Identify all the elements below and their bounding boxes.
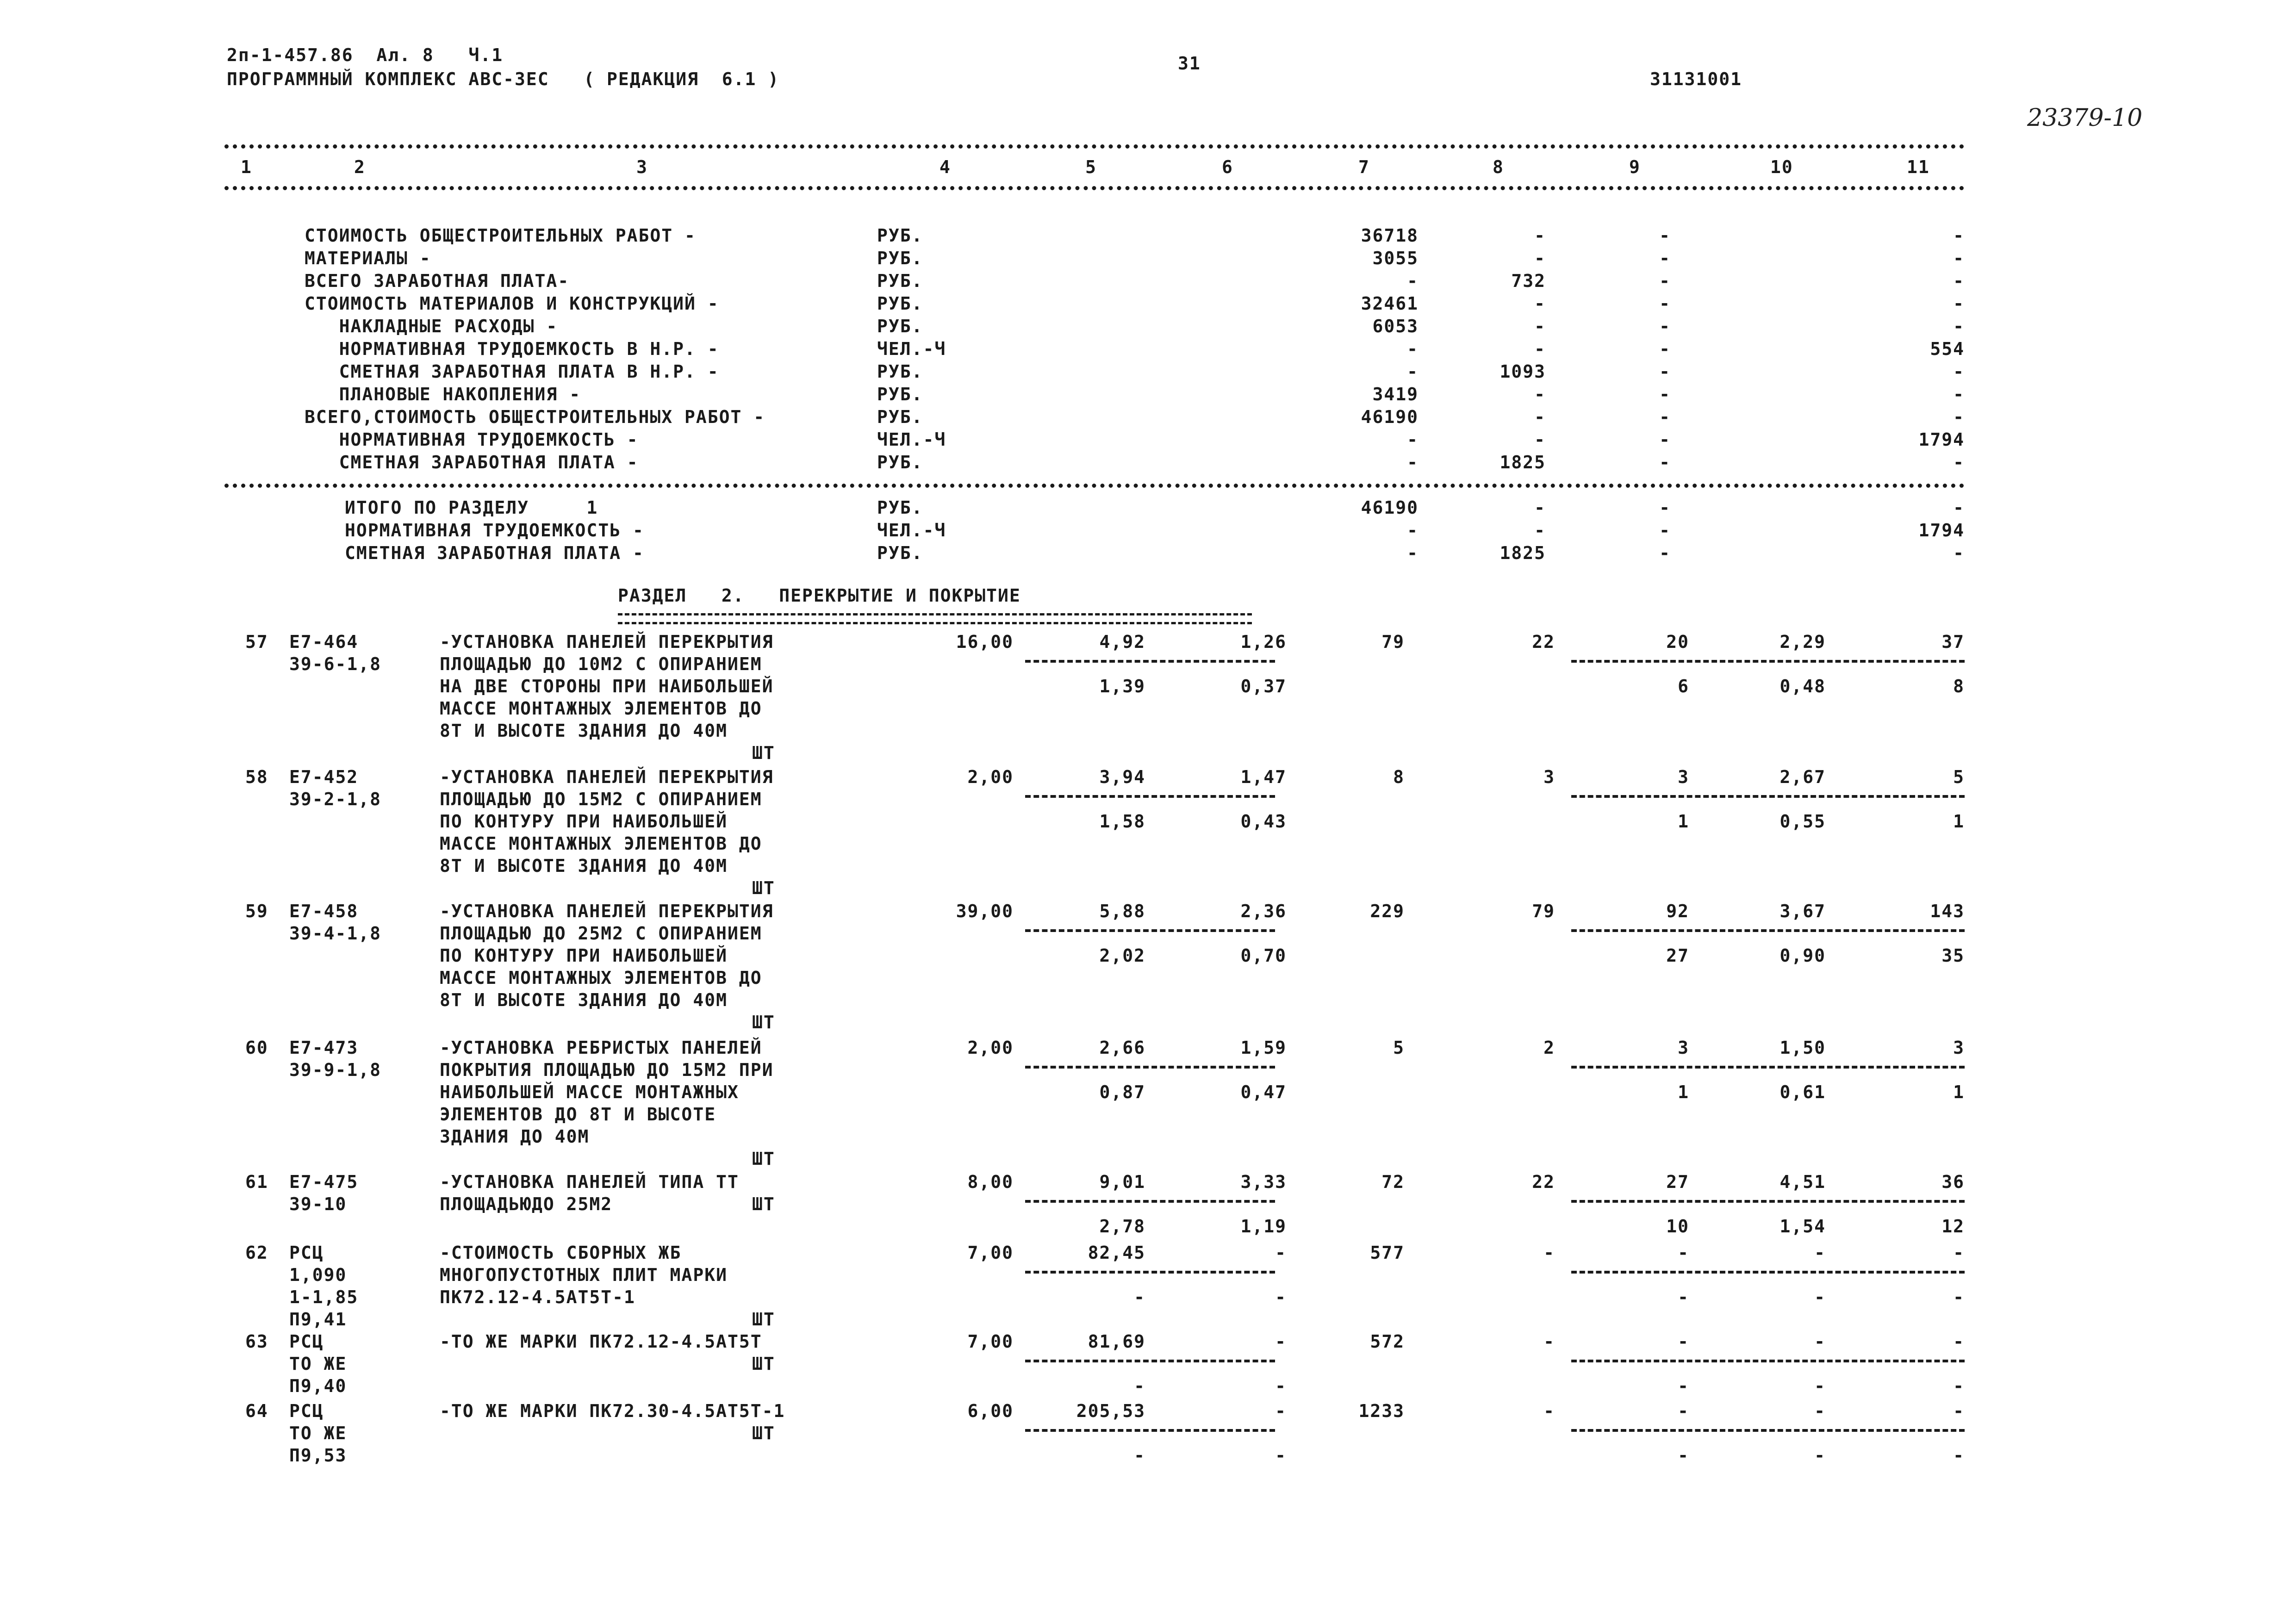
summary-col11: - — [1953, 271, 1965, 291]
item-col6: 3,33 — [1240, 1172, 1287, 1192]
item-col10: - — [1814, 1331, 1826, 1352]
item-separator-rule — [1571, 1360, 1965, 1362]
item-col7: 79 — [1381, 632, 1405, 652]
item-unit: ШТ — [752, 1423, 775, 1443]
item-col6-lower: - — [1275, 1445, 1287, 1466]
summary-divider-rule — [224, 484, 1965, 488]
document-reference: 2п-1-457.86 Ал. 8 Ч.1 — [227, 45, 504, 65]
item-col10-lower: - — [1814, 1376, 1826, 1396]
item-col6: 1,26 — [1240, 632, 1287, 652]
item-col9: 27 — [1666, 1172, 1689, 1192]
summary-unit: РУБ. — [877, 407, 923, 427]
summary-label: НАКЛАДНЫЕ РАСХОДЫ - — [305, 316, 558, 336]
item-description: МНОГОПУСТОТНЫХ ПЛИТ МАРКИ — [440, 1265, 728, 1285]
item-code: 1,090 — [289, 1265, 347, 1285]
item-col6: - — [1275, 1243, 1287, 1263]
section-title: РАЗДЕЛ 2. ПЕРЕКРЫТИЕ И ПОКРЫТИЕ — [618, 585, 1021, 606]
item-description: -УСТАНОВКА РЕБРИСТЫХ ПАНЕЛЕЙ — [440, 1038, 762, 1058]
item-col9-lower: 1 — [1678, 1082, 1689, 1102]
item-number: 58 — [245, 767, 268, 787]
item-description: ПО КОНТУРУ ПРИ НАИБОЛЬШЕЙ — [440, 945, 728, 966]
item-quantity: 2,00 — [967, 767, 1014, 787]
summary-unit: РУБ. — [877, 293, 923, 314]
item-col8: 2 — [1543, 1038, 1555, 1058]
item-col11-lower: 35 — [1941, 945, 1965, 966]
item-col11: 37 — [1941, 632, 1965, 652]
item-col6: 1,59 — [1240, 1038, 1287, 1058]
summary-col11: - — [1953, 361, 1965, 382]
summary-col8: - — [1534, 248, 1546, 268]
item-description: ПОКРЫТИЯ ПЛОЩАДЬЮ ДО 15М2 ПРИ — [440, 1060, 774, 1080]
item-col9: 3 — [1678, 767, 1689, 787]
item-code: ТО ЖЕ — [289, 1354, 347, 1374]
item-col9: 3 — [1678, 1038, 1689, 1058]
item-col9-lower: 6 — [1678, 676, 1689, 696]
summary-col11: - — [1953, 293, 1965, 314]
item-unit: ШТ — [752, 1012, 775, 1032]
item-unit: ШТ — [752, 1149, 775, 1169]
item-col9-lower: - — [1678, 1287, 1689, 1307]
summary-col9: - — [1659, 384, 1671, 404]
column-number: 6 — [1222, 157, 1233, 177]
summary-unit: ЧЕЛ.-Ч — [877, 339, 946, 359]
item-col5-lower: - — [1134, 1445, 1145, 1466]
item-unit: ШТ — [752, 1354, 775, 1374]
item-separator-rule — [1025, 1200, 1275, 1203]
item-code: 39-10 — [289, 1194, 347, 1214]
item-col10-lower: 0,90 — [1780, 945, 1826, 966]
item-col10: 2,29 — [1780, 632, 1826, 652]
summary-label: НОРМАТИВНАЯ ТРУДОЕМКОСТЬ В Н.Р. - — [305, 339, 719, 359]
item-code: Е7-452 — [289, 767, 359, 787]
item-description: -ТО ЖЕ МАРКИ ПК72.12-4.5АТ5Т — [440, 1331, 762, 1352]
item-separator-rule — [1571, 1066, 1965, 1069]
item-col11-lower: - — [1953, 1287, 1965, 1307]
summary-unit: РУБ. — [877, 452, 923, 472]
summary-label: МАТЕРИАЛЫ - — [305, 248, 431, 268]
item-col11: - — [1953, 1331, 1965, 1352]
item-description: ПЛОЩАДЬЮДО 25М2 — [440, 1194, 613, 1214]
summary-col9: - — [1659, 271, 1671, 291]
column-number: 4 — [940, 157, 951, 177]
summary-col8: - — [1534, 520, 1546, 541]
item-col7: 5 — [1393, 1038, 1405, 1058]
summary-unit: РУБ. — [877, 271, 923, 291]
summary-col7: 36718 — [1361, 225, 1419, 246]
item-code: Е7-475 — [289, 1172, 359, 1192]
column-number: 7 — [1358, 157, 1370, 177]
item-code: 39-2-1,8 — [289, 789, 382, 809]
section-title-underline — [618, 613, 1252, 624]
summary-col8: - — [1534, 316, 1546, 336]
item-col10-lower: 0,48 — [1780, 676, 1826, 696]
summary-col9: - — [1659, 339, 1671, 359]
item-col11: 143 — [1930, 901, 1965, 921]
summary-col11: 1794 — [1918, 520, 1965, 541]
summary-col7: - — [1407, 339, 1419, 359]
item-separator-rule — [1025, 1066, 1275, 1069]
item-col10-lower: 0,61 — [1780, 1082, 1826, 1102]
item-col5: 5,88 — [1099, 901, 1145, 921]
item-number: 64 — [245, 1401, 268, 1421]
item-description: ПК72.12-4.5АТ5Т-1 — [440, 1287, 635, 1307]
item-col5-lower: 2,78 — [1099, 1216, 1145, 1237]
item-col5: 3,94 — [1099, 767, 1145, 787]
item-description: ЭЛЕМЕНТОВ ДО 8Т И ВЫСОТЕ — [440, 1104, 716, 1125]
item-col5: 9,01 — [1099, 1172, 1145, 1192]
item-col11: 5 — [1953, 767, 1965, 787]
item-col9: 92 — [1666, 901, 1689, 921]
summary-label: СМЕТНАЯ ЗАРАБОТНАЯ ПЛАТА В Н.Р. - — [305, 361, 719, 382]
summary-col8: - — [1534, 407, 1546, 427]
item-col5: 2,66 — [1099, 1038, 1145, 1058]
item-col7: 229 — [1370, 901, 1405, 921]
item-col6: - — [1275, 1401, 1287, 1421]
summary-col11: 1794 — [1918, 429, 1965, 450]
summary-unit: РУБ. — [877, 316, 923, 336]
summary-col11: - — [1953, 248, 1965, 268]
column-number: 9 — [1629, 157, 1641, 177]
summary-col11: - — [1953, 497, 1965, 518]
item-col9: 20 — [1666, 632, 1689, 652]
item-number: 62 — [245, 1243, 268, 1263]
summary-col11: - — [1953, 316, 1965, 336]
item-description: МАССЕ МОНТАЖНЫХ ЭЛЕМЕНТОВ ДО — [440, 833, 762, 854]
summary-col7: 6053 — [1372, 316, 1419, 336]
item-description: 8Т И ВЫСОТЕ ЗДАНИЯ ДО 40М — [440, 990, 728, 1010]
item-separator-rule — [1571, 1271, 1965, 1274]
item-col11: - — [1953, 1401, 1965, 1421]
item-description: ПЛОЩАДЬЮ ДО 25М2 С ОПИРАНИЕМ — [440, 923, 762, 944]
summary-label: СТОИМОСТЬ МАТЕРИАЛОВ И КОНСТРУКЦИЙ - — [305, 293, 719, 314]
item-col11: 3 — [1953, 1038, 1965, 1058]
item-col8: - — [1543, 1243, 1555, 1263]
item-description: НА ДВЕ СТОРОНЫ ПРИ НАИБОЛЬШЕЙ — [440, 676, 774, 696]
summary-col7: - — [1407, 271, 1419, 291]
item-code: П9,40 — [289, 1376, 347, 1396]
item-col7: 1233 — [1358, 1401, 1405, 1421]
item-col6-lower: - — [1275, 1376, 1287, 1396]
item-col10-lower: - — [1814, 1445, 1826, 1466]
summary-col7: - — [1407, 429, 1419, 450]
item-col10-lower: - — [1814, 1287, 1826, 1307]
item-quantity: 6,00 — [967, 1401, 1014, 1421]
document-code: 31131001 — [1650, 69, 1742, 89]
item-description: -ТО ЖЕ МАРКИ ПК72.30-4.5АТ5Т-1 — [440, 1401, 785, 1421]
item-col6-lower: 0,70 — [1240, 945, 1287, 966]
item-col9-lower: - — [1678, 1445, 1689, 1466]
summary-col9: - — [1659, 520, 1671, 541]
item-description: ПЛОЩАДЬЮ ДО 10М2 С ОПИРАНИЕМ — [440, 654, 762, 674]
item-unit: ШТ — [752, 743, 775, 763]
item-col11-lower: - — [1953, 1376, 1965, 1396]
item-number: 60 — [245, 1038, 268, 1058]
summary-col8: 1825 — [1500, 452, 1546, 472]
summary-col7: 3055 — [1372, 248, 1419, 268]
column-number: 1 — [241, 157, 252, 177]
item-col10-lower: 0,55 — [1780, 811, 1826, 832]
item-col10: 2,67 — [1780, 767, 1826, 787]
item-col5-lower: 0,87 — [1099, 1082, 1145, 1102]
summary-col8: - — [1534, 339, 1546, 359]
item-col5: 205,53 — [1076, 1401, 1145, 1421]
item-col11: - — [1953, 1243, 1965, 1263]
summary-col11: - — [1953, 543, 1965, 563]
item-col7: 572 — [1370, 1331, 1405, 1352]
item-description: МАССЕ МОНТАЖНЫХ ЭЛЕМЕНТОВ ДО — [440, 698, 762, 719]
summary-col9: - — [1659, 429, 1671, 450]
summary-col8: 1093 — [1500, 361, 1546, 382]
item-quantity: 2,00 — [967, 1038, 1014, 1058]
item-col6: 1,47 — [1240, 767, 1287, 787]
item-description: -УСТАНОВКА ПАНЕЛЕЙ ПЕРЕКРЫТИЯ — [440, 632, 774, 652]
summary-col9: - — [1659, 543, 1671, 563]
item-description: -СТОИМОСТЬ СБОРНЫХ ЖБ — [440, 1243, 682, 1263]
item-separator-rule — [1571, 1200, 1965, 1203]
item-col8: - — [1543, 1331, 1555, 1352]
item-col9-lower: - — [1678, 1376, 1689, 1396]
item-description: НАИБОЛЬШЕЙ МАССЕ МОНТАЖНЫХ — [440, 1082, 739, 1102]
item-col9: - — [1678, 1401, 1689, 1421]
summary-unit: РУБ. — [877, 225, 923, 246]
item-col5-lower: 1,39 — [1099, 676, 1145, 696]
item-code: РСЦ — [289, 1243, 324, 1263]
item-description: -УСТАНОВКА ПАНЕЛЕЙ ТИПА ТТ — [440, 1172, 739, 1192]
item-description: ПЛОЩАДЬЮ ДО 15М2 С ОПИРАНИЕМ — [440, 789, 762, 809]
item-code: 39-6-1,8 — [289, 654, 382, 674]
item-col10: - — [1814, 1243, 1826, 1263]
summary-col9: - — [1659, 293, 1671, 314]
item-col6-lower: 0,47 — [1240, 1082, 1287, 1102]
summary-col8: 1825 — [1500, 543, 1546, 563]
item-code: Е7-473 — [289, 1038, 359, 1058]
summary-col11: - — [1953, 384, 1965, 404]
item-separator-rule — [1571, 660, 1965, 663]
column-number: 11 — [1907, 157, 1930, 177]
item-col10: 3,67 — [1780, 901, 1826, 921]
summary-col9: - — [1659, 452, 1671, 472]
item-col11-lower: - — [1953, 1445, 1965, 1466]
summary-col11: 554 — [1930, 339, 1965, 359]
item-quantity: 7,00 — [967, 1243, 1014, 1263]
item-code: ТО ЖЕ — [289, 1423, 347, 1443]
item-separator-rule — [1025, 1360, 1275, 1362]
summary-label: НОРМАТИВНАЯ ТРУДОЕМКОСТЬ - — [305, 429, 639, 450]
item-col6-lower: 1,19 — [1240, 1216, 1287, 1237]
item-number: 57 — [245, 632, 268, 652]
summary-col7: 3419 — [1372, 384, 1419, 404]
item-col10-lower: 1,54 — [1780, 1216, 1826, 1237]
item-col11-lower: 1 — [1953, 811, 1965, 832]
summary-label: ИТОГО ПО РАЗДЕЛУ 1 — [345, 497, 598, 518]
item-col10: 1,50 — [1780, 1038, 1826, 1058]
item-quantity: 8,00 — [967, 1172, 1014, 1192]
item-description: МАССЕ МОНТАЖНЫХ ЭЛЕМЕНТОВ ДО — [440, 968, 762, 988]
column-number: 2 — [354, 157, 366, 177]
summary-col7: - — [1407, 520, 1419, 541]
item-col6-lower: 0,43 — [1240, 811, 1287, 832]
summary-unit: РУБ. — [877, 384, 923, 404]
summary-col9: - — [1659, 407, 1671, 427]
item-quantity: 16,00 — [956, 632, 1014, 652]
item-separator-rule — [1025, 929, 1275, 932]
item-unit: ШТ — [752, 878, 775, 898]
item-number: 61 — [245, 1172, 268, 1192]
item-description: -УСТАНОВКА ПАНЕЛЕЙ ПЕРЕКРЫТИЯ — [440, 901, 774, 921]
summary-col11: - — [1953, 225, 1965, 246]
summary-col7: - — [1407, 543, 1419, 563]
item-col6-lower: 0,37 — [1240, 676, 1287, 696]
item-separator-rule — [1571, 795, 1965, 798]
column-number: 5 — [1085, 157, 1097, 177]
item-col6-lower: - — [1275, 1287, 1287, 1307]
summary-col11: - — [1953, 407, 1965, 427]
item-separator-rule — [1025, 660, 1275, 663]
item-description: 8Т И ВЫСОТЕ ЗДАНИЯ ДО 40М — [440, 856, 728, 876]
summary-label: ВСЕГО,СТОИМОСТЬ ОБЩЕСТРОИТЕЛЬНЫХ РАБОТ - — [305, 407, 765, 427]
item-col8: - — [1543, 1401, 1555, 1421]
page-number: 31 — [1178, 53, 1201, 74]
item-col9: - — [1678, 1243, 1689, 1263]
item-description: -УСТАНОВКА ПАНЕЛЕЙ ПЕРЕКРЫТИЯ — [440, 767, 774, 787]
summary-col9: - — [1659, 225, 1671, 246]
column-number: 10 — [1770, 157, 1793, 177]
item-code: П9,41 — [289, 1309, 347, 1330]
item-col8: 22 — [1532, 632, 1555, 652]
summary-col9: - — [1659, 497, 1671, 518]
item-col5-lower: 2,02 — [1099, 945, 1145, 966]
summary-col7: - — [1407, 361, 1419, 382]
item-description: ПО КОНТУРУ ПРИ НАИБОЛЬШЕЙ — [440, 811, 728, 832]
summary-col7: 32461 — [1361, 293, 1419, 314]
item-col6: 2,36 — [1240, 901, 1287, 921]
summary-col9: - — [1659, 248, 1671, 268]
summary-col7: - — [1407, 452, 1419, 472]
summary-unit: ЧЕЛ.-Ч — [877, 429, 946, 450]
item-col7: 72 — [1381, 1172, 1405, 1192]
summary-label: СМЕТНАЯ ЗАРАБОТНАЯ ПЛАТА - — [305, 452, 639, 472]
summary-label: СТОИМОСТЬ ОБЩЕСТРОИТЕЛЬНЫХ РАБОТ - — [305, 225, 696, 246]
summary-unit: РУБ. — [877, 543, 923, 563]
item-description: ЗДАНИЯ ДО 40М — [440, 1126, 590, 1147]
item-unit: ШТ — [752, 1309, 775, 1330]
header-top-rule — [224, 144, 1965, 149]
summary-label: ВСЕГО ЗАРАБОТНАЯ ПЛАТА- — [305, 271, 570, 291]
item-separator-rule — [1025, 795, 1275, 798]
header-bottom-rule — [224, 186, 1965, 190]
item-col9-lower: 27 — [1666, 945, 1689, 966]
program-title: ПРОГРАММНЫЙ КОМПЛЕКС АВС-3ЕС ( РЕДАКЦИЯ 6.1 ) — [227, 69, 780, 89]
item-col5: 81,69 — [1088, 1331, 1145, 1352]
summary-col7: 46190 — [1361, 407, 1419, 427]
item-number: 59 — [245, 901, 268, 921]
summary-col8: - — [1534, 225, 1546, 246]
item-code: РСЦ — [289, 1331, 324, 1352]
item-col10: 4,51 — [1780, 1172, 1826, 1192]
summary-label: ПЛАНОВЫЕ НАКОПЛЕНИЯ - — [305, 384, 581, 404]
item-separator-rule — [1025, 1271, 1275, 1274]
item-col7: 8 — [1393, 767, 1405, 787]
item-col6: - — [1275, 1331, 1287, 1352]
item-code: Е7-464 — [289, 632, 359, 652]
item-code: П9,53 — [289, 1445, 347, 1466]
item-quantity: 7,00 — [967, 1331, 1014, 1352]
item-col5: 82,45 — [1088, 1243, 1145, 1263]
item-col5-lower: - — [1134, 1376, 1145, 1396]
archive-stamp: 23379-10 — [2027, 104, 2143, 132]
item-col8: 22 — [1532, 1172, 1555, 1192]
summary-col7: 46190 — [1361, 497, 1419, 518]
item-quantity: 39,00 — [956, 901, 1014, 921]
column-number: 3 — [636, 157, 648, 177]
summary-unit: ЧЕЛ.-Ч — [877, 520, 946, 541]
item-code: РСЦ — [289, 1401, 324, 1421]
item-number: 63 — [245, 1331, 268, 1352]
item-separator-rule — [1571, 929, 1965, 932]
item-col11: 36 — [1941, 1172, 1965, 1192]
summary-unit: РУБ. — [877, 361, 923, 382]
item-col8: 3 — [1543, 767, 1555, 787]
summary-unit: РУБ. — [877, 248, 923, 268]
item-separator-rule — [1025, 1429, 1275, 1432]
item-col5-lower: - — [1134, 1287, 1145, 1307]
item-code: Е7-458 — [289, 901, 359, 921]
summary-col9: - — [1659, 316, 1671, 336]
item-description: 8Т И ВЫСОТЕ ЗДАНИЯ ДО 40М — [440, 721, 728, 741]
item-col9-lower: 10 — [1666, 1216, 1689, 1237]
item-col11-lower: 1 — [1953, 1082, 1965, 1102]
item-col5: 4,92 — [1099, 632, 1145, 652]
item-col5-lower: 1,58 — [1099, 811, 1145, 832]
item-col11-lower: 12 — [1941, 1216, 1965, 1237]
summary-col8: - — [1534, 429, 1546, 450]
item-col9-lower: 1 — [1678, 811, 1689, 832]
item-col9: - — [1678, 1331, 1689, 1352]
item-col8: 79 — [1532, 901, 1555, 921]
summary-col8: - — [1534, 497, 1546, 518]
item-col7: 577 — [1370, 1243, 1405, 1263]
item-code: 1-1,85 — [289, 1287, 359, 1307]
summary-col9: - — [1659, 361, 1671, 382]
summary-col8: - — [1534, 293, 1546, 314]
item-code: 39-4-1,8 — [289, 923, 382, 944]
summary-label: НОРМАТИВНАЯ ТРУДОЕМКОСТЬ - — [345, 520, 644, 541]
summary-col8: 732 — [1511, 271, 1546, 291]
summary-col11: - — [1953, 452, 1965, 472]
summary-col8: - — [1534, 384, 1546, 404]
item-col11-lower: 8 — [1953, 676, 1965, 696]
item-unit: ШТ — [752, 1194, 775, 1214]
summary-label: СМЕТНАЯ ЗАРАБОТНАЯ ПЛАТА - — [345, 543, 644, 563]
summary-unit: РУБ. — [877, 497, 923, 518]
item-col10: - — [1814, 1401, 1826, 1421]
column-number: 8 — [1493, 157, 1504, 177]
item-code: 39-9-1,8 — [289, 1060, 382, 1080]
item-separator-rule — [1571, 1429, 1965, 1432]
